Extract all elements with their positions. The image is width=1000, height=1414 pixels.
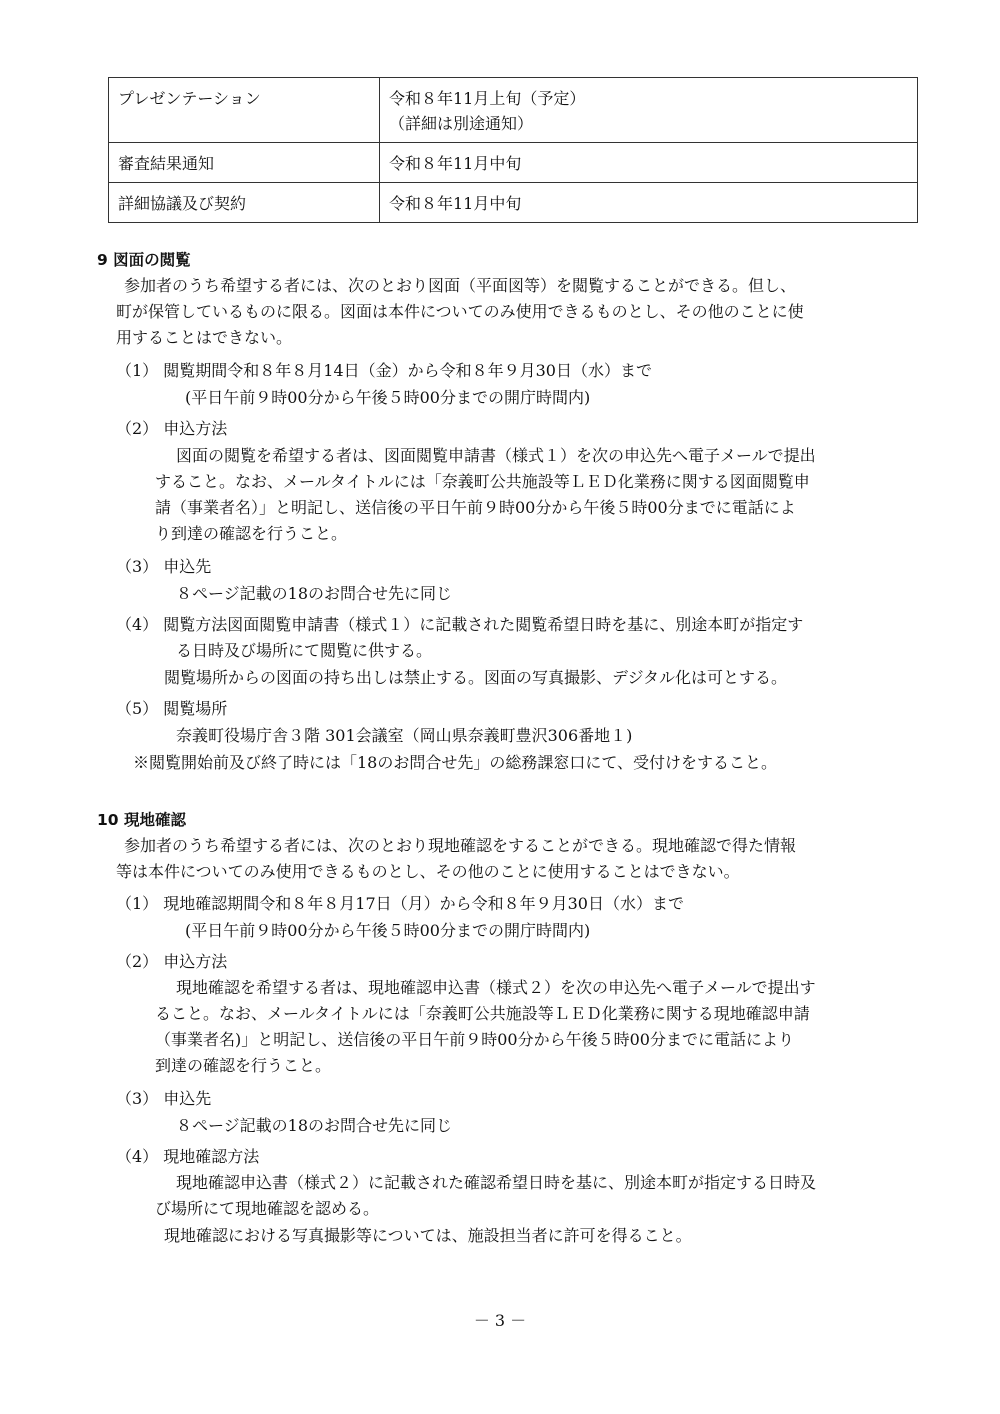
schedule-table (108, 77, 918, 223)
text-line: 町が保管しているものに限る。図面は本件についてのみ使用できるものとし、その他のことに使 (116, 302, 804, 321)
text-line: 到達の確認を行うこと。 (155, 1056, 332, 1075)
text-line: （3） 申込先 (116, 557, 212, 576)
text-line: 閲覧場所からの図面の持ち出しは禁止する。図面の写真撮影、デジタル化は可とする。 (164, 668, 788, 687)
text-line: 現地確認における写真撮影等については、施設担当者に許可を得ること。 (164, 1226, 692, 1245)
schedule-date (380, 183, 918, 223)
text-line: （事業者名)」と明記し、送信後の平日午前９時00分から午後５時00分までに電話により (155, 1030, 794, 1049)
section-heading: 10 現地確認 (97, 811, 186, 829)
text-line: （2） 申込方法 (116, 952, 228, 971)
text-line: （3） 申込先 (116, 1089, 212, 1108)
text-line: 現地確認を希望する者は、現地確認申込書（様式２）を次の申込先へ電子メールで提出す (176, 978, 816, 997)
text-line: ※閲覧開始前及び終了時には「18のお問合せ先」の総務課窓口にて、受付けをすること。 (133, 753, 778, 772)
text-line: び場所にて現地確認を認める。 (155, 1199, 380, 1218)
text-line: り到達の確認を行うこと。 (155, 524, 348, 543)
page-number: － 3 － (473, 1311, 527, 1330)
schedule-row (109, 183, 918, 223)
text-line: 奈義町役場庁舎３階 301会議室（岡山県奈義町豊沢306番地１) (176, 726, 633, 745)
text-line: （4） 閲覧方法図面閲覧申請書（様式１）に記載された閲覧希望日時を基に、別途本町が指定す (116, 615, 804, 634)
text-line: 参加者のうち希望する者には、次のとおり図面（平面図等）を閲覧することができる。但し、 (124, 276, 797, 295)
schedule-item: 審査結果通知 (109, 143, 380, 183)
text-line: 等は本件についてのみ使用できるものとし、その他のことに使用することはできない。 (116, 862, 740, 881)
text-line: すること。なお、メールタイトルには「奈義町公共施設等ＬＥＤ化業務に関する図面閲覧申 (155, 472, 810, 491)
schedule-date (380, 78, 918, 143)
section-heading: 9 図面の閲覧 (97, 251, 191, 269)
text-line: 請（事業者名）」と明記し、送信後の平日午前９時00分から午後５時00分までに電話によ (155, 498, 796, 517)
schedule-item: プレゼンテーション (109, 78, 380, 143)
text-line: ８ページ記載の18のお問合せ先に同じ (176, 1116, 453, 1135)
text-line: る日時及び場所にて閲覧に供する。 (176, 641, 433, 660)
schedule-date-text: 令和８年11月上旬（予定） (389, 89, 586, 108)
text-line: 現地確認申込書（様式２）に記載された確認希望日時を基に、別途本町が指定する日時及 (176, 1173, 817, 1192)
schedule-date-text: 令和８年11月中旬 (389, 154, 522, 173)
text-line: （2） 申込方法 (116, 419, 228, 438)
schedule-row (109, 78, 918, 143)
text-line: （1） 閲覧期間令和８年８月14日（金）から令和８年９月30日（水）まで (116, 361, 652, 380)
schedule-date-note: （詳細は別途通知） (389, 114, 534, 133)
text-line: (平日午前９時00分から午後５時00分までの開庁時間内) (185, 388, 591, 407)
text-line: ８ページ記載の18のお問合せ先に同じ (176, 584, 453, 603)
text-line: ること。なお、メールタイトルには「奈義町公共施設等ＬＥＤ化業務に関する現地確認申請 (155, 1004, 810, 1023)
text-line: （4） 現地確認方法 (116, 1147, 260, 1166)
text-line: (平日午前９時00分から午後５時00分までの開庁時間内) (185, 921, 591, 940)
text-line: （5） 閲覧場所 (116, 699, 228, 718)
text-line: （1） 現地確認期間令和８年８月17日（月）から令和８年９月30日（水）まで (116, 894, 684, 913)
schedule-date (380, 143, 918, 183)
text-line: 参加者のうち希望する者には、次のとおり現地確認をすることができる。現地確認で得た情報 (124, 836, 797, 855)
schedule-row (109, 143, 918, 183)
schedule-date-text: 令和８年11月中旬 (389, 194, 522, 213)
text-line: 用することはできない。 (116, 328, 293, 347)
schedule-item: 詳細協議及び契約 (109, 183, 380, 223)
text-line: 図面の閲覧を希望する者は、図面閲覧申請書（様式１）を次の申込先へ電子メールで提出 (176, 446, 816, 465)
